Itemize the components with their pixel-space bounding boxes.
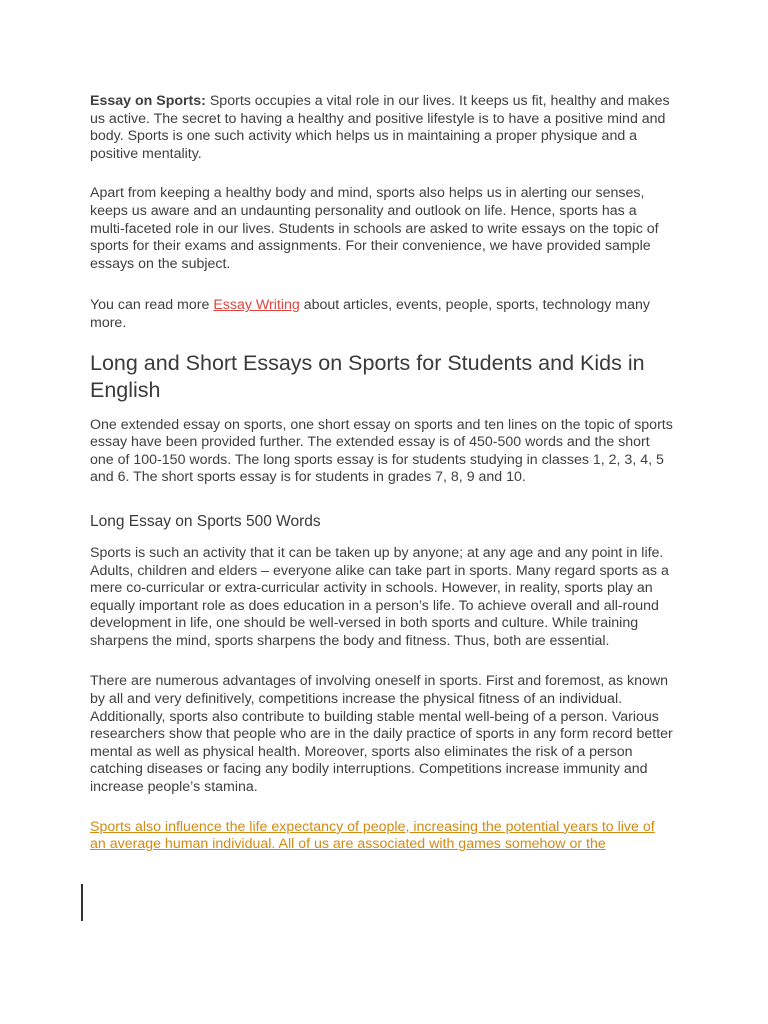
sub-heading: Long Essay on Sports 500 Words <box>90 512 321 530</box>
intro-text: Sports occupies a vital role in our lives. It keeps us fit, healthy and makes us active. The secret to having a healthy and positive lifestyle is to have a positive mind and body. Sports is one such activity which helps us in maintaining a proper physique and a positive mentality. <box>90 93 670 162</box>
read-more-after: about articles, events, people, sports, technology many more. <box>90 297 650 331</box>
read-more-before: You can read more <box>90 297 214 314</box>
main-heading: Long and Short Essays on Sports for Students and Kids in English <box>90 350 645 402</box>
essay-writing-link[interactable]: Essay Writing <box>213 297 300 314</box>
intro-paragraph <box>90 93 673 163</box>
paragraph-overview: One extended essay on sports, one short essay on sports and ten lines on the topic of sports essay have been provided further. The extended essay is of 450-500 words and the short one of 100-150 words. The long sports essay is for students studying in classes 1, 2, 3, 4, 5 and 6. The short sports essay is for students in grades 7, 8, 9 and 10. <box>90 416 673 486</box>
tracked-change-paragraph: Sports also influence the life expectancy of people, increasing the potential years to live of an average human individual. All of us are associated with games somehow or the <box>90 818 655 853</box>
paragraph-advantages: There are numerous advantages of involving oneself in sports. First and foremost, as known by all and very definitively, competitions increase the physical fitness of an individual. Additionally, sports also contribute to building stable mental well-being of a person. Various researchers show that people who are in the daily practice of sports in any form record better mental as well as physical health. Moreover, sports also eliminates the risk of a person catching diseases or facing any bodily interruptions. Competitions increase immunity and increase people’s stamina. <box>90 673 673 796</box>
paragraph-benefits: Apart from keeping a healthy body and mind, sports also helps us in alerting our senses, keeps us aware and an undaunting personality and outlook on life. Hence, sports has a multi-faceted role in our lives. Students in schools are asked to write essays on the topic of sports for their exams and assignments. For their convenience, we have provided sample essays on the subject. <box>90 185 659 272</box>
revision-change-bar <box>81 884 83 921</box>
read-more-paragraph <box>90 297 673 332</box>
intro-lead: Essay on Sports: <box>90 93 206 109</box>
paragraph-sports-for-all: Sports is such an activity that it can be taken up by anyone; at any age and any point in life. Adults, children and elders – everyone alike can take part in sports. Many regard sports as a mere co-curricular or extra-curricular activity in schools. However, in reality, sports play an equally important role as does education in a person’s life. To achieve overall and all-round development in life, one should be well-versed in both sports and culture. While training sharpens the mind, sports sharpens the body and fitness. Thus, both are essential. <box>90 544 669 649</box>
